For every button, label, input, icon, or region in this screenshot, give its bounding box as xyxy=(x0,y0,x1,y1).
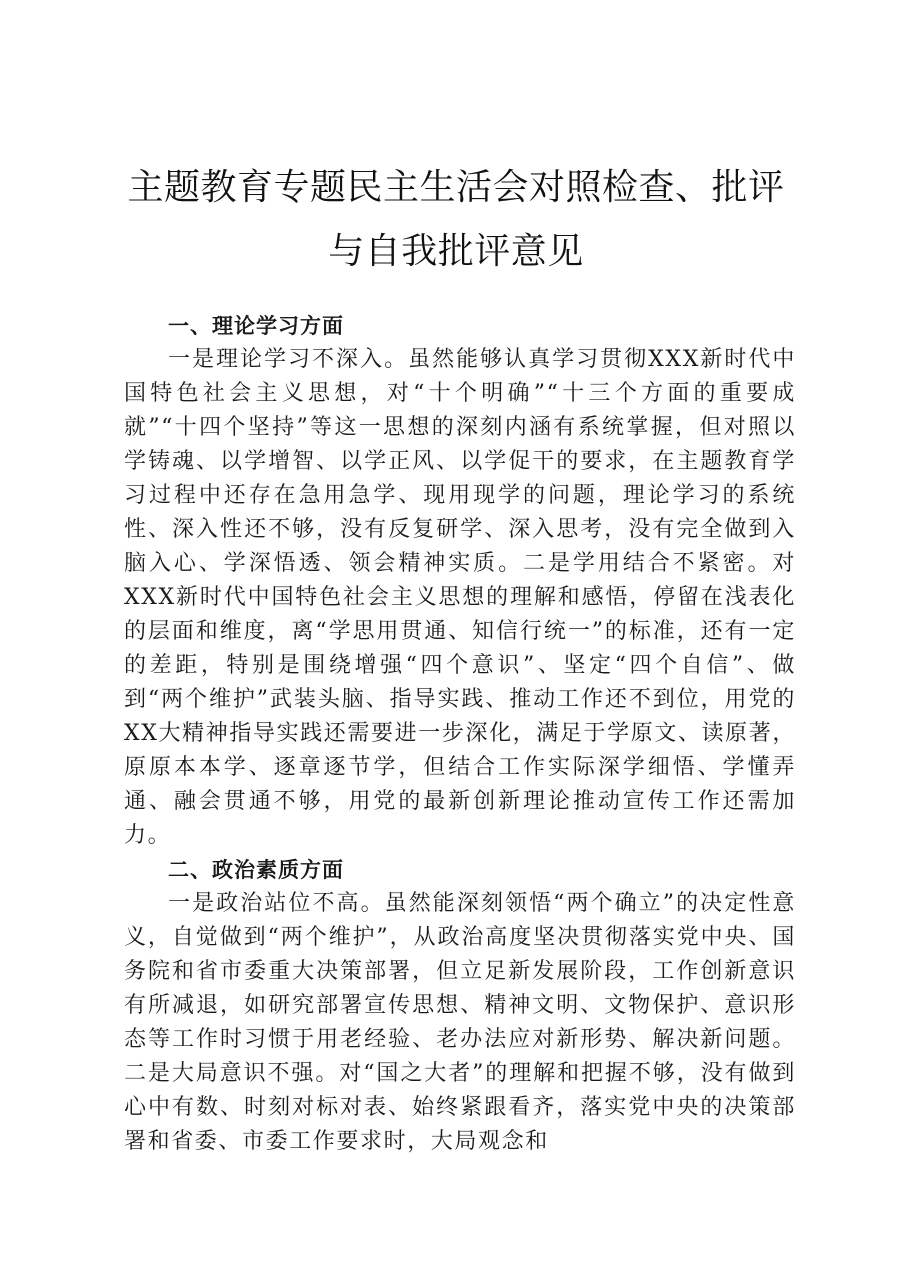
document-body xyxy=(124,309,796,1159)
section-paragraph-political-quality: 一是政治站位不高。虽然能深刻领悟“两个确立”的决定性意义，自觉做到“两个维护”，从政治高度坚决贯彻落实党中央、国务院和省市委重大决策部署，但立足新发展阶段，工作创新意识有所减退，如研究部署宣传思想、精神文明、文物保护、意识形态等工作时习惯于用老经验、老办法应对新形势、解决新问题。二是大局意识不强。对“国之大者”的理解和把握不够，没有做到心中有数、时刻对标对表、始终紧跟看齐，落实党中央的决策部署和省委、市委工作要求时，大局观念和 xyxy=(124,891,796,1154)
section-paragraph-theory-study: 一是理论学习不深入。虽然能够认真学习贯彻XXX新时代中国特色社会主义思想，对“十个明确”“十三个方面的重要成就”“十四个坚持”等这一思想的深刻内涵有系统掌握，但对照以学铸魂、以学增智、以学正风、以学促干的要求，在主题教育学习过程中还存在急用急学、现用现学的问题，理论学习的系统性、深入性还不够，没有反复研学、深入思考，没有完全做到入脑入心、学深悟透、领会精神实质。二是学用结合不紧密。对XXX新时代中国特色社会主义思想的理解和感悟，停留在浅表化的层面和维度，离“学思用贯通、知信行统一”的标准，还有一定的差距，特别是围绕增强“四个意识”、坚定“四个自信”、做到“两个维护”武装头脑、指导实践、推动工作还不到位，用党的XX大精神指导实践还需要进一步深化，满足于学原文、读原著，原原本本学、逐章逐节学，但结合工作实际深学细悟、学懂弄通、融会贯通不够，用党的最新创新理论推动宣传工作还需加力。 xyxy=(124,347,796,848)
section-heading-political-quality: 二、政治素质方面 xyxy=(168,858,344,882)
section-heading-theory-study: 一、理论学习方面 xyxy=(168,314,344,338)
document-title: 主题教育专题民主生活会对照检查、批评与自我批评意见 xyxy=(127,167,785,272)
